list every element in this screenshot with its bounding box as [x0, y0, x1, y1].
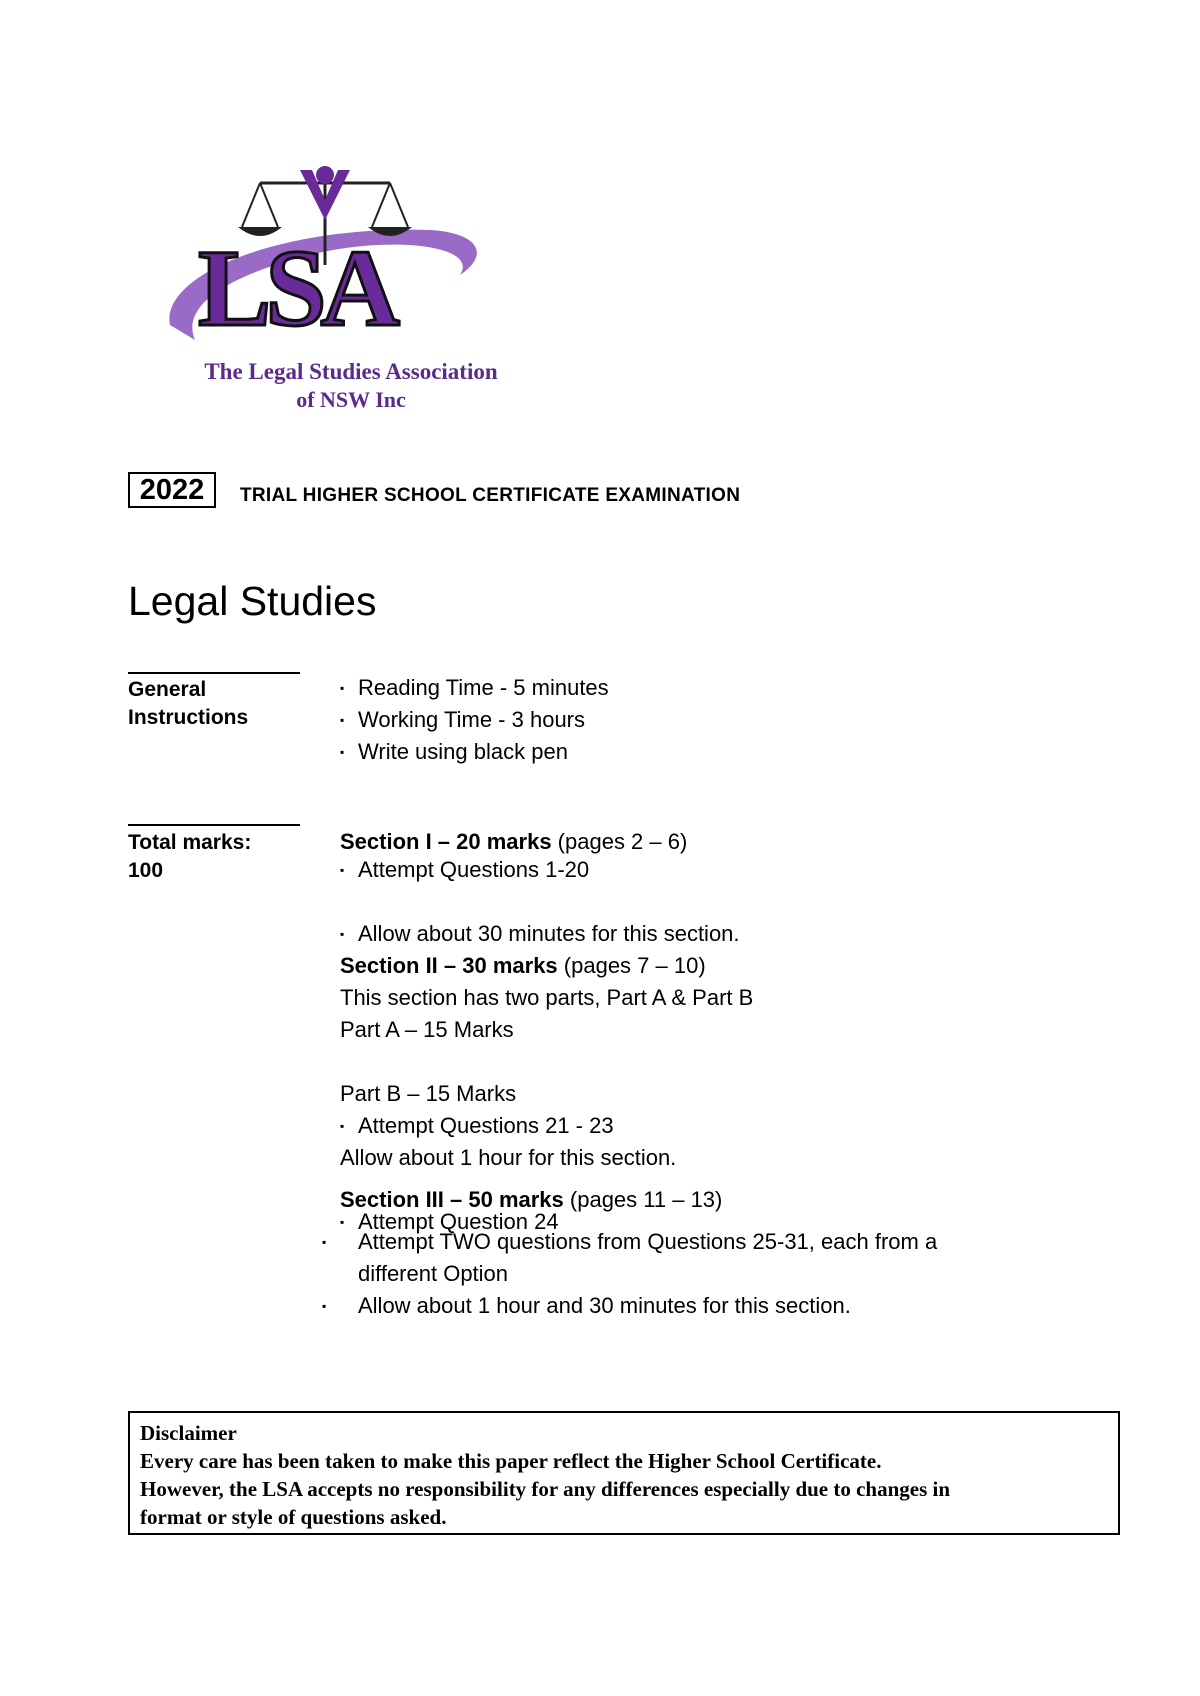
- section1-pages: (pages 2 – 6): [551, 829, 688, 854]
- general-label-line1: General: [128, 678, 207, 701]
- list-item: [322, 1226, 1042, 1290]
- bullet-icon: ▪: [322, 1299, 327, 1313]
- subject-title: Legal Studies: [128, 578, 377, 624]
- scale-right-string-b: [390, 183, 408, 227]
- total-label-line1: Total marks:: [128, 831, 252, 854]
- disclaimer-line2: However, the LSA accepts no responsibility for any differences especially due to changes in: [140, 1477, 951, 1501]
- list-item: ▪ Reading Time - 5 minutes: [340, 672, 609, 704]
- list-item: [322, 1290, 1042, 1322]
- general-label: [128, 676, 248, 732]
- section3-item2: Allow about 1 hour and 30 minutes for this section.: [358, 1293, 851, 1318]
- section3-heading: [340, 1184, 722, 1216]
- section3-item1-line2: different Option: [358, 1261, 509, 1286]
- figure-head: [316, 166, 334, 184]
- lsa-logo: [160, 165, 500, 425]
- list-item: ▪ Attempt Question 24: [340, 1206, 1200, 1238]
- section2-intro: This section has two parts, Part A & Part B: [340, 985, 754, 1010]
- disclaimer-box: [128, 1411, 1120, 1535]
- disclaimer-line3: format or style of questions asked.: [140, 1505, 447, 1529]
- section2-title: Section II – 30 marks: [340, 953, 558, 978]
- section2-pages: (pages 7 – 10): [557, 953, 706, 978]
- section1-title: Section I – 20 marks: [340, 829, 552, 854]
- list-item: ▪ Allow about 30 minutes for this section.: [340, 918, 1200, 950]
- section3-list: [322, 1226, 1042, 1322]
- list-item: ▪ Attempt Questions 1-20: [340, 854, 1200, 886]
- logo-line2: of NSW Inc: [296, 387, 406, 412]
- list-item: ▪ Write using black pen: [340, 736, 609, 768]
- list-item: ▪ Working Time - 3 hours: [340, 704, 609, 736]
- section3-pages: (pages 11 – 13): [563, 1187, 723, 1212]
- total-label-line2: 100: [128, 859, 164, 882]
- divider-general: [128, 672, 300, 674]
- exam-title: TRIAL HIGHER SCHOOL CERTIFICATE EXAMINATION: [240, 485, 741, 506]
- year-box: 2022: [128, 472, 216, 508]
- section3-item1-line1: Attempt TWO questions from Questions 25-31, each from a: [358, 1229, 938, 1254]
- scale-left-string-b: [260, 183, 278, 227]
- logo-mark: LSA: [198, 227, 394, 349]
- section2-time: Allow about 1 hour for this section.: [340, 1145, 677, 1170]
- scale-left-string-a: [242, 183, 260, 227]
- list-item: ▪ Attempt Questions 21 - 23: [340, 1110, 1200, 1142]
- section2-partA: Part A – 15 Marks: [340, 1017, 514, 1042]
- section3-title: Section III – 50 marks: [340, 1187, 564, 1212]
- divider-total: [128, 824, 300, 826]
- general-list: [340, 672, 609, 768]
- section2-heading: [340, 950, 706, 982]
- scale-right-string-a: [372, 183, 390, 227]
- lsa-logo-graphic: [160, 165, 500, 365]
- general-label-line2: Instructions: [128, 706, 249, 729]
- section2-partB: Part B – 15 Marks: [340, 1081, 517, 1106]
- disclaimer-line1: Every care has been taken to make this paper reflect the Higher School Certificate.: [140, 1449, 882, 1473]
- total-label: [128, 829, 251, 885]
- logo-line1: The Legal Studies Association: [204, 359, 498, 384]
- disclaimer-title: Disclaimer: [140, 1421, 237, 1445]
- bullet-icon: ▪: [322, 1235, 327, 1249]
